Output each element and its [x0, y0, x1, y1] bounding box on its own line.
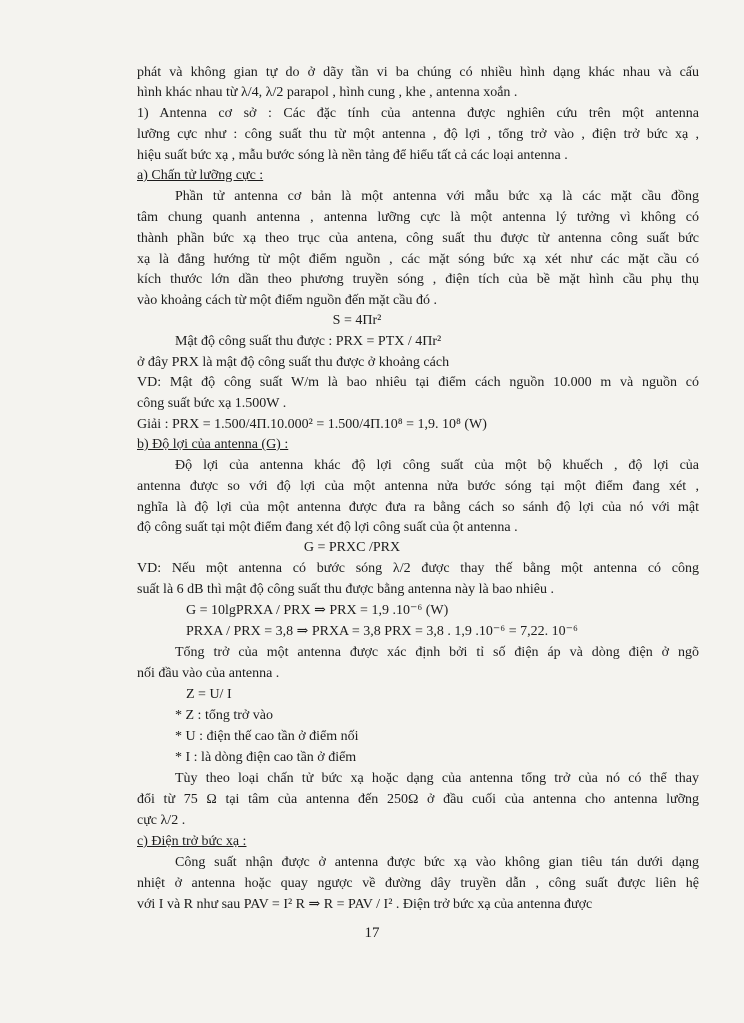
- formula-line: PRXA / PRX = 3,8 ⇒ PRXA = 3,8 PRX = 3,8 . 1,9 .10⁻⁶ = 7,22. 10⁻⁶: [186, 624, 578, 639]
- text-line: ở đây PRX là mật độ công suất thu được ở khoảng cách: [137, 355, 450, 370]
- text-line: lưỡng cực như : công suất thu từ một antenna , độ lợi , tổng trở vào , điện trở bức xạ ,: [137, 127, 699, 142]
- page-number: 17: [364, 925, 380, 941]
- subsection-heading: a) Chấn tử lưỡng cực :: [137, 168, 264, 183]
- text-line: phát và không gian tự do ở dãy tần vi ba chúng có nhiều hình dạng khác nhau và cấu: [137, 65, 699, 80]
- formula: S = 4Πr²: [332, 313, 382, 328]
- subsection-heading: c) Điện trở bức xạ :: [137, 834, 247, 849]
- text-line: Tùy theo loại chấn tử bức xạ hoặc dạng của antenna tổng trở của nó có thể thay: [175, 771, 699, 786]
- subsection-heading: b) Độ lợi của antenna (G) :: [137, 437, 289, 452]
- text-line: VD: Nếu một antenna có bước sóng λ/2 được thay thế bằng một antenna có công: [137, 561, 699, 576]
- text-line: xạ là đẳng hướng từ một điểm nguồn , các mặt sóng bức xạ xét như các mặt cầu có: [137, 252, 699, 267]
- text-line: thành phần bức xạ theo trục của antena, công suất thu được từ antenna công suất bức: [137, 231, 699, 246]
- text-line: đổi từ 75 Ω tại tâm của antenna đến 250Ω ở đầu cuối của antenna cho antenna lưỡng: [137, 792, 699, 807]
- text-line: nối đầu vào của antenna .: [137, 666, 280, 681]
- text-line: VD: Mật độ công suất W/m là bao nhiêu tại điểm cách nguồn 10.000 m và nguồn có: [137, 375, 699, 390]
- text-line: Phần tử antenna cơ bản là một antenna với mẫu bức xạ là các mặt cầu đồng: [175, 189, 699, 204]
- text-line: hiệu suất bức xạ , mẫu bước sóng là nền tảng để hiểu tất cả các loại antenna .: [137, 148, 568, 163]
- list-item: * Z : tổng trở vào: [175, 708, 273, 723]
- text-line: kích thước lớn dần theo phương truyền sóng , điện tích của bề mặt hình cầu phụ thụ: [137, 272, 699, 287]
- text-line: Độ lợi của antenna khác độ lợi công suất của một bộ khuếch , độ lợi của: [175, 458, 699, 473]
- list-item: * U : điện thế cao tần ở điểm nối: [175, 729, 359, 744]
- text-line: nhiệt ở antenna hoặc quay ngược về đường dây truyền dẫn , công suất được liên hệ: [137, 876, 699, 891]
- text-line: cực λ/2 .: [137, 813, 186, 828]
- text-line: tâm chung quanh antenna , antenna lưỡng cực là một antenna lý tưởng vì không có: [137, 210, 699, 225]
- text-line: suất là 6 dB thì mật độ công suất thu được bằng antenna này là bao nhiêu .: [137, 582, 555, 597]
- formula-line: G = 10lgPRXA / PRX ⇒ PRX = 1,9 .10⁻⁶ (W): [186, 603, 449, 618]
- text-line: độ công suất tại một điểm đang xét độ lợi công suất của ột antenna .: [137, 520, 518, 535]
- text-line: hình khác nhau từ λ/4, λ/2 parapol , hình cung , khe , antenna xoắn .: [137, 85, 518, 100]
- formula: G = PRXC /PRX: [303, 540, 401, 555]
- text-line: Tổng trở của một antenna được xác định bởi tỉ số điện áp và dòng điện ở ngõ: [175, 645, 699, 660]
- text-line: nghĩa là độ lợi của một antenna được đưa ra bằng cách so sánh độ lợi của nó với mật: [137, 500, 699, 515]
- text-line: antenna được so với độ lợi của một antenna nửa bước sóng tại một điểm đang xét ,: [137, 479, 699, 494]
- text-line: Công suất nhận được ở antenna được bức xạ vào không gian tiêu tán dưới dạng: [175, 855, 699, 870]
- section-heading-line: 1) Antenna cơ sở : Các đặc tính của antenna được nghiên cứu trên một antenna: [137, 106, 699, 121]
- list-item: * I : là dòng điện cao tần ở điểm: [175, 750, 357, 765]
- text-line: công suất bức xạ 1.500W .: [137, 396, 287, 411]
- formula-line: Giải : PRX = 1.500/4Π.10.000² = 1.500/4Π.10⁸ = 1,9. 10⁸ (W): [137, 417, 487, 432]
- formula: Z = U/ I: [186, 687, 232, 702]
- formula-line: Mật độ công suất thu được : PRX = PTX / 4Πr²: [175, 334, 442, 349]
- text-line: vào khoảng cách từ một điểm nguồn đến mặt cầu đó .: [137, 293, 437, 308]
- text-line: với I và R như sau PAV = I² R ⇒ R = PAV / I² . Điện trở bức xạ của antenna được: [137, 897, 593, 912]
